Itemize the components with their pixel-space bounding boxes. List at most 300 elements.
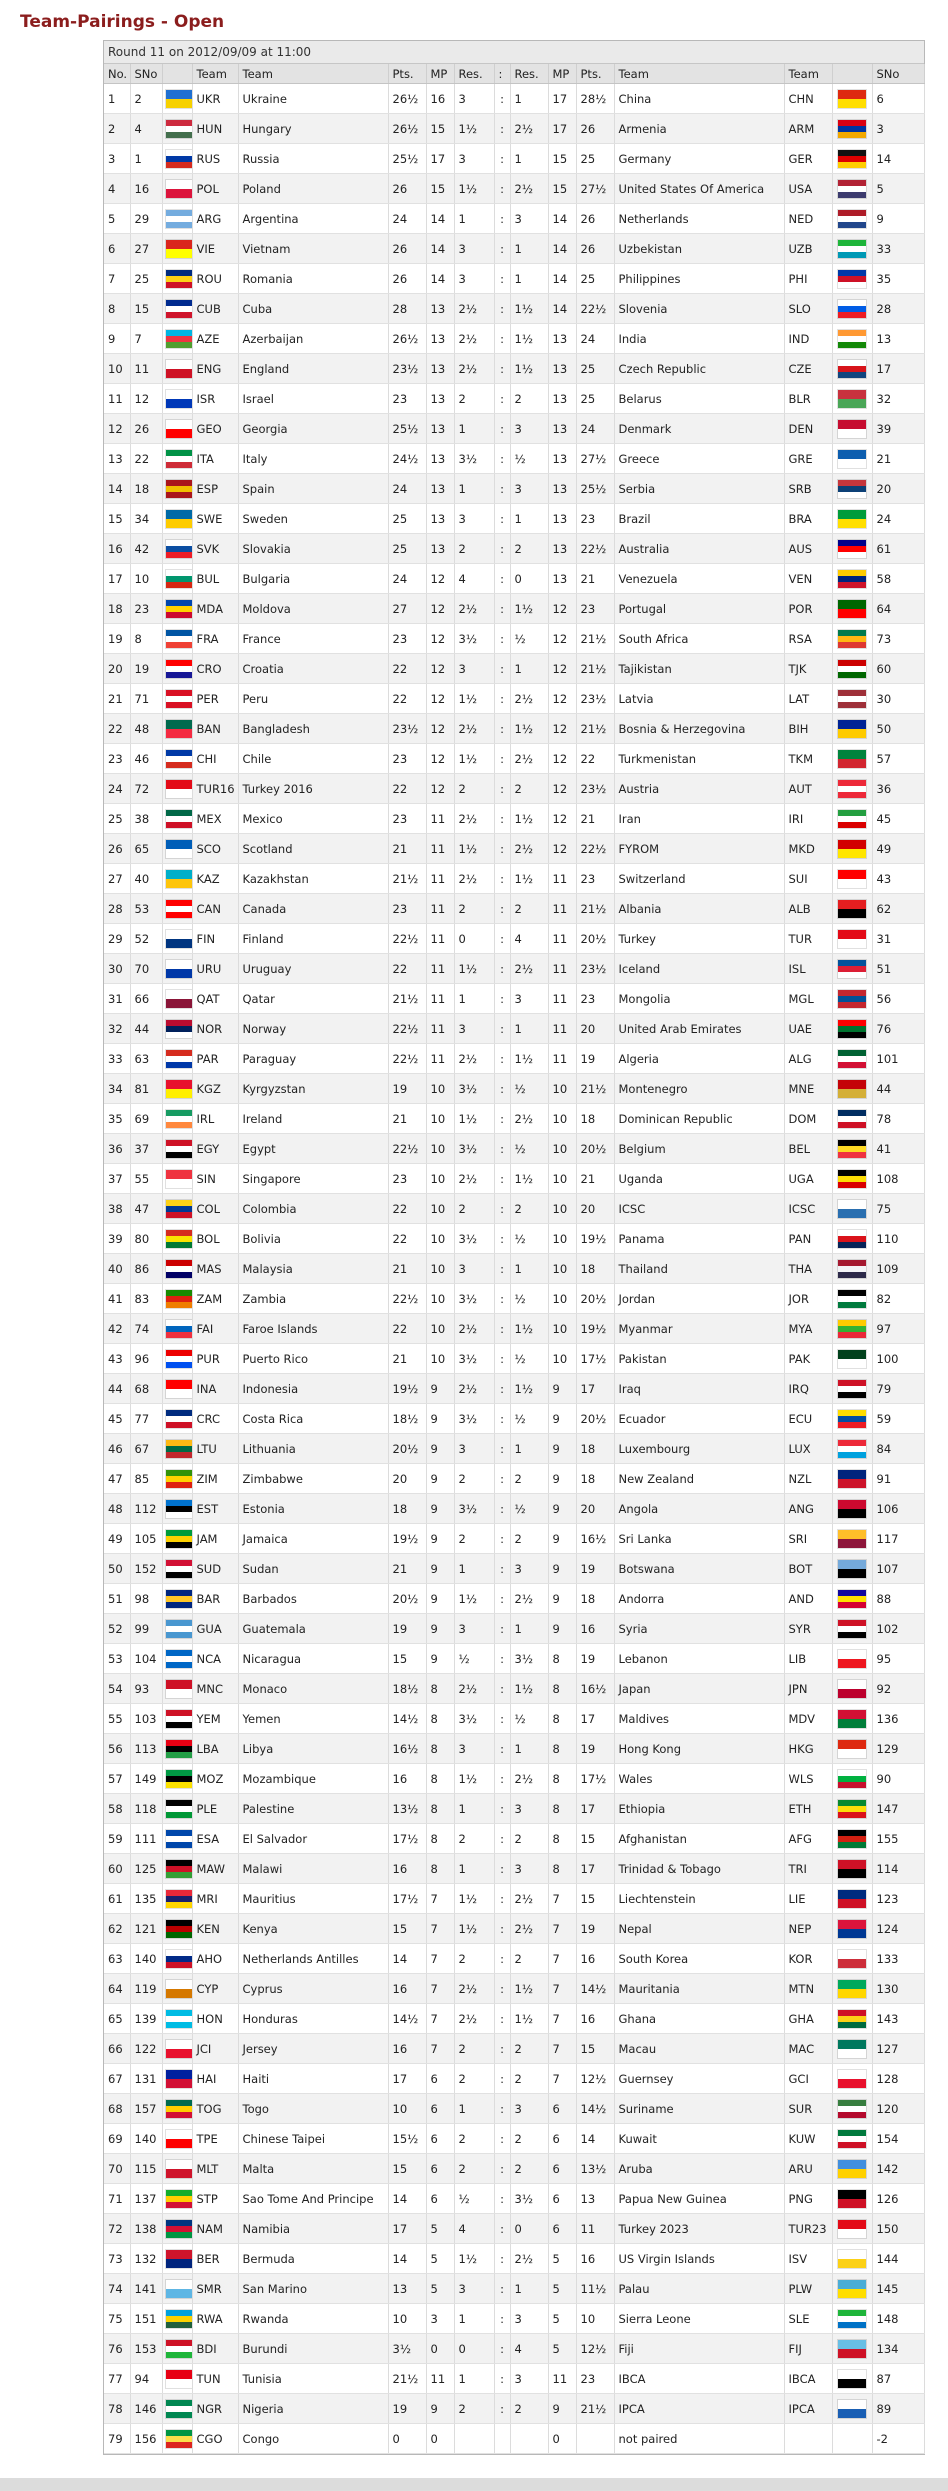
away-match-points: 9 — [548, 1524, 576, 1554]
away-team-name: Uganda — [614, 1164, 784, 1194]
away-result: 3 — [510, 2304, 548, 2334]
away-match-points: 8 — [548, 1854, 576, 1884]
away-seed-no: 95 — [872, 1644, 924, 1674]
home-match-points: 5 — [426, 2214, 454, 2244]
home-team-code: VIE — [192, 234, 238, 264]
away-result: 1 — [510, 1434, 548, 1464]
home-match-points: 5 — [426, 2244, 454, 2274]
away-flag-icon — [838, 1560, 866, 1578]
home-flag-cell — [162, 1104, 192, 1134]
home-team-code: INA — [192, 1374, 238, 1404]
away-flag-cell — [832, 1224, 872, 1254]
home-result: 1½ — [454, 174, 494, 204]
home-flag-icon — [166, 420, 193, 438]
home-flag-cell — [162, 534, 192, 564]
home-flag-icon — [166, 330, 193, 348]
table-row — [104, 1074, 924, 1104]
away-flag-cell — [832, 1194, 872, 1224]
home-flag-cell — [162, 2274, 192, 2304]
pairing-no: 26 — [104, 834, 130, 864]
pairing-no: 11 — [104, 384, 130, 414]
home-flag-cell — [162, 1344, 192, 1374]
away-team-name: Czech Republic — [614, 354, 784, 384]
home-result: 3 — [454, 1734, 494, 1764]
pairing-no: 67 — [104, 2064, 130, 2094]
home-flag-cell — [162, 2304, 192, 2334]
pairing-no: 13 — [104, 444, 130, 474]
away-team-name: Mongolia — [614, 984, 784, 1014]
home-match-points: 11 — [426, 2364, 454, 2394]
away-flag-cell — [832, 2124, 872, 2154]
home-seed-no: 40 — [130, 864, 162, 894]
away-flag-icon — [838, 750, 866, 768]
home-result: 1 — [454, 2304, 494, 2334]
home-team-name: Bulgaria — [238, 564, 388, 594]
home-points: 21½ — [388, 984, 426, 1014]
home-points: 21½ — [388, 864, 426, 894]
away-result: 2½ — [510, 1584, 548, 1614]
result-separator: : — [494, 894, 510, 924]
away-team-name: Panama — [614, 1224, 784, 1254]
result-separator: : — [494, 2244, 510, 2274]
home-flag-cell — [162, 144, 192, 174]
away-points: 10 — [576, 2304, 614, 2334]
away-result: 2½ — [510, 744, 548, 774]
away-points: 23 — [576, 594, 614, 624]
pairing-no: 27 — [104, 864, 130, 894]
result-separator: : — [494, 2304, 510, 2334]
table-row — [104, 1764, 924, 1794]
home-team-code: TUR16 — [192, 774, 238, 804]
away-flag-cell — [832, 354, 872, 384]
home-team-name: Turkey 2016 — [238, 774, 388, 804]
home-team-code: PUR — [192, 1344, 238, 1374]
away-result: 1 — [510, 234, 548, 264]
home-points: 22 — [388, 1224, 426, 1254]
away-team-code: SRB — [784, 474, 832, 504]
home-result: 1½ — [454, 114, 494, 144]
result-separator: : — [494, 84, 510, 114]
home-flag-icon — [166, 1650, 193, 1668]
home-seed-no: 83 — [130, 1284, 162, 1314]
away-flag-cell — [832, 1284, 872, 1314]
result-separator: : — [494, 1014, 510, 1044]
away-match-points: 10 — [548, 1254, 576, 1284]
away-points: 23 — [576, 984, 614, 1014]
away-match-points: 6 — [548, 2184, 576, 2214]
home-match-points: 6 — [426, 2184, 454, 2214]
home-flag-cell — [162, 2094, 192, 2124]
away-flag-cell — [832, 1494, 872, 1524]
away-flag-cell — [832, 1524, 872, 1554]
away-flag-cell — [832, 1044, 872, 1074]
away-team-code: IPCA — [784, 2394, 832, 2424]
away-team-code: KUW — [784, 2124, 832, 2154]
home-team-name: Jamaica — [238, 1524, 388, 1554]
home-seed-no: 18 — [130, 474, 162, 504]
home-flag-cell — [162, 1224, 192, 1254]
result-separator: : — [494, 414, 510, 444]
away-points: 22½ — [576, 294, 614, 324]
away-flag-icon — [838, 1260, 866, 1278]
away-result: 3 — [510, 1854, 548, 1884]
away-flag-icon — [838, 1740, 866, 1758]
pairing-no: 8 — [104, 294, 130, 324]
away-flag-cell — [832, 204, 872, 234]
away-flag-icon — [838, 570, 866, 588]
away-points: 13 — [576, 2184, 614, 2214]
home-team-name: Namibia — [238, 2214, 388, 2244]
pairings-panel — [103, 40, 925, 2455]
home-flag-icon — [166, 1740, 193, 1758]
away-result: 2½ — [510, 1104, 548, 1134]
away-result: ½ — [510, 1134, 548, 1164]
home-team-name: Paraguay — [238, 1044, 388, 1074]
col-header-sno-2: SNo — [872, 64, 924, 84]
home-points: 22 — [388, 954, 426, 984]
away-points: 19 — [576, 1044, 614, 1074]
away-match-points: 13 — [548, 414, 576, 444]
away-seed-no: 147 — [872, 1794, 924, 1824]
pairing-no: 72 — [104, 2214, 130, 2244]
away-match-points: 12 — [548, 834, 576, 864]
result-separator: : — [494, 384, 510, 414]
home-match-points: 12 — [426, 714, 454, 744]
home-result: 1 — [454, 1794, 494, 1824]
home-match-points: 11 — [426, 1014, 454, 1044]
home-result: 2 — [454, 2154, 494, 2184]
result-separator: : — [494, 294, 510, 324]
home-points: 26 — [388, 264, 426, 294]
away-flag-cell — [832, 1794, 872, 1824]
away-flag-icon — [838, 1890, 866, 1908]
pairing-no: 50 — [104, 1554, 130, 1584]
home-team-code: NCA — [192, 1644, 238, 1674]
away-seed-no: 24 — [872, 504, 924, 534]
away-match-points: 10 — [548, 1074, 576, 1104]
home-result: 3 — [454, 1014, 494, 1044]
table-row — [104, 654, 924, 684]
away-team-code: AFG — [784, 1824, 832, 1854]
home-points: 21 — [388, 1344, 426, 1374]
home-flag-icon — [166, 750, 193, 768]
away-match-points: 12 — [548, 684, 576, 714]
away-flag-icon — [838, 2280, 866, 2298]
col-header-team-code-2: Team — [784, 64, 832, 84]
away-match-points: 13 — [548, 354, 576, 384]
away-flag-cell — [832, 2184, 872, 2214]
table-row — [104, 2064, 924, 2094]
home-flag-cell — [162, 1914, 192, 1944]
away-seed-no: 21 — [872, 444, 924, 474]
result-separator: : — [494, 1494, 510, 1524]
home-team-code: SMR — [192, 2274, 238, 2304]
away-team-code: SLO — [784, 294, 832, 324]
home-result: 2½ — [454, 1044, 494, 1074]
pairing-no: 48 — [104, 1494, 130, 1524]
away-team-code: PAK — [784, 1344, 832, 1374]
table-row — [104, 2424, 924, 2454]
home-points: 23 — [388, 1164, 426, 1194]
home-team-code: ZIM — [192, 1464, 238, 1494]
away-team-code: BIH — [784, 714, 832, 744]
away-flag-cell — [832, 474, 872, 504]
away-result: 1½ — [510, 294, 548, 324]
home-team-code: BER — [192, 2244, 238, 2274]
away-flag-icon — [838, 780, 866, 798]
home-points: 26 — [388, 174, 426, 204]
home-match-points: 9 — [426, 1584, 454, 1614]
pairing-no: 41 — [104, 1284, 130, 1314]
home-result: 2 — [454, 1824, 494, 1854]
away-team-name: Greece — [614, 444, 784, 474]
away-seed-no: 62 — [872, 894, 924, 924]
home-flag-cell — [162, 684, 192, 714]
home-seed-no: 10 — [130, 564, 162, 594]
away-team-name: South Africa — [614, 624, 784, 654]
away-team-name: Andorra — [614, 1584, 784, 1614]
home-seed-no: 94 — [130, 2364, 162, 2394]
home-flag-cell — [162, 204, 192, 234]
home-flag-cell — [162, 594, 192, 624]
home-points: 24 — [388, 204, 426, 234]
home-flag-cell — [162, 804, 192, 834]
away-match-points: 15 — [548, 144, 576, 174]
home-result: 2 — [454, 1194, 494, 1224]
home-team-code: GUA — [192, 1614, 238, 1644]
away-seed-no: 82 — [872, 1284, 924, 1314]
home-points: 23 — [388, 804, 426, 834]
away-points: 13½ — [576, 2154, 614, 2184]
away-team-code: SRI — [784, 1524, 832, 1554]
away-points: 16 — [576, 1944, 614, 1974]
col-header-res: Res. — [454, 64, 494, 84]
home-team-code: HUN — [192, 114, 238, 144]
away-result: 3 — [510, 984, 548, 1014]
table-row — [104, 1674, 924, 1704]
home-seed-no: 140 — [130, 2124, 162, 2154]
away-match-points: 12 — [548, 744, 576, 774]
away-match-points: 14 — [548, 264, 576, 294]
away-team-code: UAE — [784, 1014, 832, 1044]
home-team-code: BDI — [192, 2334, 238, 2364]
away-team-name: Belarus — [614, 384, 784, 414]
away-points: 21 — [576, 564, 614, 594]
away-match-points: 7 — [548, 2064, 576, 2094]
home-flag-icon — [166, 1290, 193, 1308]
home-team-code: COL — [192, 1194, 238, 1224]
away-seed-no: 84 — [872, 1434, 924, 1464]
home-flag-icon — [166, 1200, 193, 1218]
away-result: 1½ — [510, 864, 548, 894]
away-flag-icon — [838, 390, 866, 408]
away-match-points: 13 — [548, 324, 576, 354]
away-flag-icon — [838, 360, 866, 378]
home-points: 14½ — [388, 2004, 426, 2034]
result-separator: : — [494, 1734, 510, 1764]
home-flag-icon — [166, 390, 193, 408]
away-seed-no: 41 — [872, 1134, 924, 1164]
away-match-points: 14 — [548, 294, 576, 324]
away-result: 0 — [510, 2214, 548, 2244]
home-result: 2½ — [454, 294, 494, 324]
pairing-no: 43 — [104, 1344, 130, 1374]
home-match-points: 10 — [426, 1344, 454, 1374]
result-separator: : — [494, 1854, 510, 1884]
home-team-name: Nicaragua — [238, 1644, 388, 1674]
away-result: 1½ — [510, 324, 548, 354]
away-flag-cell — [832, 1674, 872, 1704]
away-team-name: Angola — [614, 1494, 784, 1524]
pairing-no: 15 — [104, 504, 130, 534]
result-separator: : — [494, 2274, 510, 2304]
home-result — [454, 2424, 494, 2454]
pairing-no: 32 — [104, 1014, 130, 1044]
home-result: 2½ — [454, 714, 494, 744]
home-seed-no: 42 — [130, 534, 162, 564]
pairing-no: 77 — [104, 2364, 130, 2394]
result-separator: : — [494, 1044, 510, 1074]
home-team-code: HAI — [192, 2064, 238, 2094]
away-match-points: 17 — [548, 84, 576, 114]
away-flag-icon — [838, 2070, 866, 2088]
away-team-code: SUR — [784, 2094, 832, 2124]
away-team-code — [784, 2424, 832, 2454]
away-match-points: 10 — [548, 1314, 576, 1344]
col-header-team-name-2: Team — [614, 64, 784, 84]
home-seed-no: 96 — [130, 1344, 162, 1374]
away-team-name: Turkmenistan — [614, 744, 784, 774]
home-team-name: Yemen — [238, 1704, 388, 1734]
home-flag-icon — [166, 2310, 193, 2328]
home-team-code: URU — [192, 954, 238, 984]
home-team-code: AHO — [192, 1944, 238, 1974]
away-flag-cell — [832, 1374, 872, 1404]
away-match-points: 7 — [548, 1974, 576, 2004]
home-team-name: Singapore — [238, 1164, 388, 1194]
away-team-name: Tajikistan — [614, 654, 784, 684]
home-result: 3 — [454, 1614, 494, 1644]
header-row — [104, 64, 924, 84]
home-seed-no: 8 — [130, 624, 162, 654]
home-flag-icon — [166, 2280, 193, 2298]
home-result: 2½ — [454, 324, 494, 354]
result-separator: : — [494, 1254, 510, 1284]
away-points: 20 — [576, 1194, 614, 1224]
home-flag-icon — [166, 180, 193, 198]
away-team-name: Belgium — [614, 1134, 784, 1164]
away-points: 19½ — [576, 1224, 614, 1254]
away-seed-no: 108 — [872, 1164, 924, 1194]
away-flag-icon — [838, 870, 866, 888]
away-seed-no: 14 — [872, 144, 924, 174]
away-team-name: Jordan — [614, 1284, 784, 1314]
pairing-no: 2 — [104, 114, 130, 144]
away-points: 25 — [576, 354, 614, 384]
result-separator: : — [494, 474, 510, 504]
home-match-points: 7 — [426, 2034, 454, 2064]
page-title: Team-Pairings - Open — [20, 12, 225, 32]
result-separator: : — [494, 1104, 510, 1134]
home-points: 18 — [388, 1494, 426, 1524]
away-team-code: BLR — [784, 384, 832, 414]
away-points: 19 — [576, 1914, 614, 1944]
home-team-name: Estonia — [238, 1494, 388, 1524]
home-match-points: 13 — [426, 534, 454, 564]
away-flag-icon — [838, 120, 866, 138]
pairing-no: 12 — [104, 414, 130, 444]
away-seed-no: 73 — [872, 624, 924, 654]
home-flag-icon — [166, 1950, 193, 1968]
away-points: 27½ — [576, 444, 614, 474]
away-team-code: PLW — [784, 2274, 832, 2304]
home-flag-icon — [166, 1680, 193, 1698]
home-flag-icon — [166, 1590, 193, 1608]
home-flag-icon — [166, 1560, 193, 1578]
home-result: 3 — [454, 264, 494, 294]
away-team-code: TRI — [784, 1854, 832, 1884]
home-seed-no: 38 — [130, 804, 162, 834]
table-row — [104, 2274, 924, 2304]
away-match-points: 0 — [548, 2424, 576, 2454]
home-result: 1 — [454, 474, 494, 504]
away-seed-no: 33 — [872, 234, 924, 264]
result-separator: : — [494, 684, 510, 714]
home-flag-cell — [162, 1554, 192, 1584]
pairing-no: 74 — [104, 2274, 130, 2304]
home-team-name: Italy — [238, 444, 388, 474]
away-team-code: PHI — [784, 264, 832, 294]
home-flag-cell — [162, 264, 192, 294]
home-match-points: 13 — [426, 354, 454, 384]
away-result: 1½ — [510, 804, 548, 834]
home-team-name: Tunisia — [238, 2364, 388, 2394]
away-match-points: 9 — [548, 1404, 576, 1434]
home-seed-no: 52 — [130, 924, 162, 954]
result-separator: : — [494, 2154, 510, 2184]
home-points: 26½ — [388, 84, 426, 114]
pairing-no: 19 — [104, 624, 130, 654]
away-match-points: 12 — [548, 654, 576, 684]
home-flag-cell — [162, 2184, 192, 2214]
away-flag-cell — [832, 1014, 872, 1044]
pairing-no: 10 — [104, 354, 130, 384]
away-points: 20 — [576, 1014, 614, 1044]
away-flag-cell — [832, 894, 872, 924]
table-row — [104, 414, 924, 444]
home-seed-no: 53 — [130, 894, 162, 924]
away-seed-no: 78 — [872, 1104, 924, 1134]
pairing-no: 9 — [104, 324, 130, 354]
home-match-points: 8 — [426, 1794, 454, 1824]
away-result: 3 — [510, 474, 548, 504]
home-team-name: Romania — [238, 264, 388, 294]
away-seed-no: 58 — [872, 564, 924, 594]
away-team-code: MNE — [784, 1074, 832, 1104]
away-seed-no: 44 — [872, 1074, 924, 1104]
away-team-name: Nepal — [614, 1914, 784, 1944]
away-seed-no: 107 — [872, 1554, 924, 1584]
home-match-points: 9 — [426, 1644, 454, 1674]
home-result: 1½ — [454, 684, 494, 714]
result-separator: : — [494, 2064, 510, 2094]
away-points: 23½ — [576, 954, 614, 984]
home-flag-cell — [162, 714, 192, 744]
table-row — [104, 1644, 924, 1674]
table-row — [104, 624, 924, 654]
home-team-code: EST — [192, 1494, 238, 1524]
home-points: 18½ — [388, 1674, 426, 1704]
